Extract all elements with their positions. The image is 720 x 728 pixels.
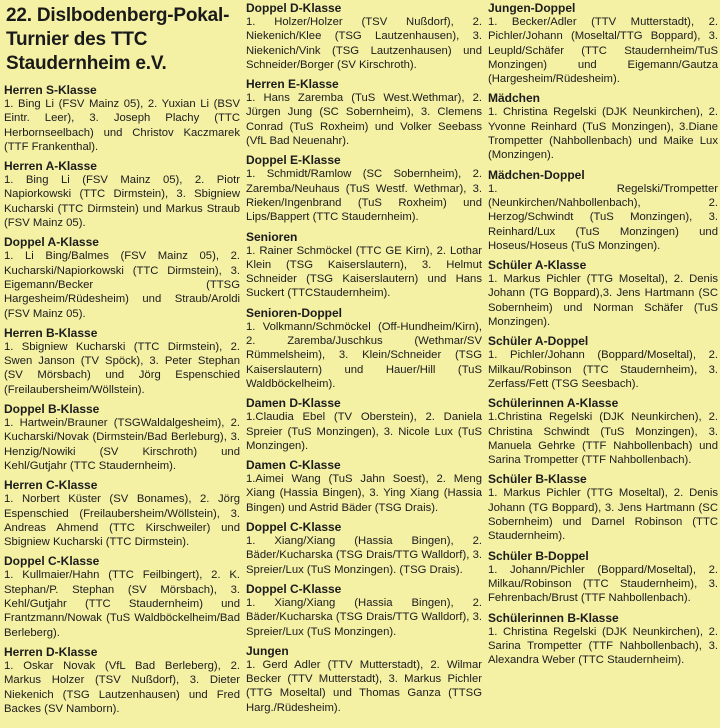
result-section [246, 395, 482, 453]
result-section [488, 471, 718, 543]
section-heading: Doppel C-Klasse [246, 520, 342, 535]
result-section [246, 305, 482, 391]
section-results: 1. Bing Li (FSV Mainz 05), 2. Piotr Napiorkowski (TTC Dirmstein), 3. Sbigniew Kucharski (TTC Dirmstein) und Markus Straub (FSV Mainz 05). [4, 174, 240, 230]
section-results: 1. Christina Regelski (DJK Neunkirchen), 2. Yvonne Reinhard (TuS Monzingen), 3.Diane Trompetter (Nahbollenbach) und Maike Lux (Monzingen). [488, 106, 718, 162]
section-results: 1. Hans Zaremba (TuS West.Wethmar), 2. Jürgen Jung (SC Sobernheim), 3. Clemens Conrad (TuS Roxheim) und Volker Seebass (VfL Bad Neuenahr). [246, 92, 482, 148]
result-section [246, 581, 482, 639]
section-results: 1. Regelski/Trompetter (Neunkirchen/Nahbollenbach), 2. Herzog/Schwindt (TuS Monzingen), 3. Reinhard/Lux (TuS Monzingen) und Hoseus/Hoseus (TuS Monzingen). [488, 182, 718, 252]
section-results: 1. Becker/Adler (TTV Mutterstadt), 2. Pichler/Johann (Moseltal/TTG Boppard), 3. Leupld/Schäfer (TTC Staudernheim/TuS Monzingen) und Eigemann/Gautza (Hargesheim/Rüdesheim). [488, 16, 718, 86]
section-results: 1. Kullmaier/Hahn (TTC Feilbingert), 2. K. Stephan/P. Stephan (SV Mörsbach), 3. Kehl/Gutjahr (TTC Staudernheim) und Frantzmann/Nowak (TuS Waldböckelheim/Bad Berleberg). [4, 569, 240, 639]
result-section [488, 167, 718, 253]
section-heading: Doppel C-Klasse [246, 581, 342, 596]
result-section [4, 553, 240, 639]
section-results: 1.Aimei Wang (TuS Jahn Soest), 2. Meng Xiang (Hassia Bingen), 3. Ying Xiang (Hassia Bingen) und Astrid Bäder (TSG Drais). [246, 473, 482, 514]
section-heading: Herren S-Klasse [4, 83, 97, 97]
section-heading: Doppel B-Klasse [4, 402, 100, 417]
result-section [4, 644, 240, 716]
section-heading: Herren D-Klasse [4, 644, 98, 659]
section-results: 1. Markus Pichler (TTG Moseltal), 2. Denis Johann (TG Boppard),3. Jens Hartmann (SC Sobernheim) und Norman Schäfer (TuS Monzingen). [488, 273, 718, 329]
section-heading: Schüler B-Doppel [488, 548, 589, 563]
section-results: 1. Xiang/Xiang (Hassia Bingen), 2. Bäder/Kucharska (TSG Drais/TTG Walldorf), 3. Spreier/Lux (TuS Monzingen). [246, 596, 482, 638]
result-section [246, 76, 482, 148]
section-heading: Doppel D-Klasse [246, 1, 342, 15]
result-section [488, 333, 718, 391]
column-2 [246, 0, 482, 719]
section-results: 1. Xiang/Xiang (Hassia Bingen), 2. Bäder/Kucharska (TSG Drais/TTG Walldorf), 3. Spreier/Lux (TuS Monzingen). (TSG Drais). [246, 535, 482, 576]
column-3 [488, 0, 718, 671]
result-section [4, 82, 240, 154]
section-heading: Herren A-Klasse [4, 159, 97, 174]
section-results: 1. Hartwein/Brauner (TSGWaldalgesheim), 2. Kucharski/Novak (Dirmstein/Bad Berleburg), 3. Henzig/Nowiki (SV Kirschroth) und Kehl/Gutjahr (TTC Staudernheim). [4, 417, 240, 472]
section-results: 1. Volkmann/Schmöckel (Off-Hundheim/Kirn), 2. Zaremba/Juschkus (Wethmar/SV Rümmelsheim), 3. Klein/Schneider (TSG Kaiserslautern) und Hauer/Hill (TuS Waldböckelheim). [246, 320, 482, 390]
column-1 [4, 0, 240, 720]
section-results: 1. Sbigniew Kucharski (TTC Dirmstein), 2. Swen Janson (TV Spöck), 3. Peter Stephan (SV Mörsbach) und Jörg Espenschied (Freilaubersheim/Wöllstein). [4, 340, 240, 396]
section-heading: Herren C-Klasse [4, 478, 98, 493]
result-section [488, 257, 718, 329]
result-section [246, 519, 482, 577]
section-heading: Schülerinnen B-Klasse [488, 610, 619, 625]
section-results: 1.Christina Regelski (DJK Neunkirchen), 2. Christina Schwindt (TuS Monzingen), 3. Manuela Gehrke (TTF Nahbollenbach) und Sarina Trompetter (TTF Nahbollenbach). [488, 411, 718, 467]
section-heading: Doppel A-Klasse [4, 235, 99, 250]
section-results: 1.Claudia Ebel (TV Oberstein), 2. Daniela Spreier (TuS Monzingen), 3. Nicole Lux (TuS Monzingen). [246, 411, 482, 452]
section-results: 1. Markus Pichler (TTG Moseltal), 2. Denis Johann (TG Boppard), 3. Jens Hartmann (SC Sobernheim) und Darnel Robinson (TTC Staudernheim). [488, 487, 718, 543]
section-heading: Schüler B-Klasse [488, 472, 587, 487]
section-results: 1. Rainer Schmöckel (TTC GE Kirn), 2. Lothar Klein (TSG Kaiserslautern), 3. Helmut Schneider (TSG Kaiserslautern) und Hans Suckert (TTCStaudernheim). [246, 244, 482, 300]
section-results: 1. Gerd Adler (TTV Mutterstadt), 2. Wilmar Becker (TTV Mutterstadt), 3. Markus Pichler (TTG Moseltal) und Thomas Ganza (TTSG Harg./Rüdesheim). [246, 658, 482, 714]
section-heading: Jungen [246, 643, 289, 658]
result-section [4, 325, 240, 397]
section-results: 1. Christina Regelski (DJK Neunkirchen), 2. Sarina Trompetter (TTF Nahbollenbach), 3. Alexandra Weber (TTC Staudernheim). [488, 625, 718, 667]
section-heading: Mädchen-Doppel [488, 167, 585, 182]
section-heading: Doppel E-Klasse [246, 153, 341, 168]
section-results: 1. Johann/Pichler (Boppard/Moseltal), 2. Milkau/Robinson (TTC Staudernheim), 3. Fehrenbach/Brust (TTF Nahbollenbach). [488, 563, 718, 605]
section-heading: Herren E-Klasse [246, 77, 339, 92]
section-heading: Senioren-Doppel [246, 305, 343, 320]
section-heading: Damen D-Klasse [246, 396, 341, 411]
section-heading: Jungen-Doppel [488, 1, 576, 15]
section-heading: Doppel C-Klasse [4, 554, 100, 569]
result-section [246, 457, 482, 515]
section-heading: Schüler A-Klasse [488, 258, 587, 273]
section-heading: Schüler A-Doppel [488, 334, 589, 349]
result-section [488, 0, 718, 86]
result-section [488, 90, 718, 162]
page-title: 22. Dislbodenberg-Pokal-Turnier des TTC Staudernheim e.V. [6, 5, 230, 74]
result-section [488, 395, 718, 467]
section-results: 1. Schmidt/Ramlow (SC Sobernheim), 2. Zaremba/Neuhaus (TuS Westf. Wethmar), 3. Rieken/Ingenbrand (TuS Roxheim) und Lips/Bappert (TTC Staudernheim). [246, 168, 482, 224]
result-section [246, 643, 482, 715]
result-section [246, 229, 482, 301]
result-section [4, 234, 240, 320]
result-section [4, 401, 240, 473]
result-section [4, 158, 240, 230]
section-results: 1. Norbert Küster (SV Bonames), 2. Jörg Espenschied (Freilaubersheim/Wöllstein), 3. Andreas Ahmend (TTC Kirschweiler) und Sbigniew Kucharski (TTC Dirmstein). [4, 493, 240, 549]
section-heading: Mädchen [488, 91, 541, 106]
section-results: 1. Li Bing/Balmes (FSV Mainz 05), 2. Kucharski/Napiorkowski (TTC Dirmstein), 3. Eigemann/Becker (TTSG Hargesheim/Rüdesheim) und Straub/Aroldi (FSV Mainz 05). [4, 250, 240, 320]
result-section [246, 0, 482, 72]
result-section [488, 610, 718, 668]
section-results: 1. Holzer/Holzer (TSV Nußdorf), 2. Niekenich/Klee (TSG Lautzenhausen), 3. Niekenich/Vink (TSG Lautzenhausen) und Schneider/Borger (SV Kirschroth). [246, 16, 482, 71]
section-results: 1. Oskar Novak (VfL Bad Berleberg), 2. Markus Holzer (TSV Nußdorf), 3. Dieter Niekenich (TSG Lautzenhausen) und Fred Backes (SV Namborn). [4, 659, 240, 715]
result-section [246, 152, 482, 224]
section-heading: Herren B-Klasse [4, 325, 98, 340]
section-results: 1. Pichler/Johann (Boppard/Moseltal), 2. Milkau/Robinson (TTC Staudernheim), 3. Zerfass/Fett (TSG Seesbach). [488, 349, 718, 390]
result-section [4, 477, 240, 549]
section-heading: Schülerinnen A-Klasse [488, 396, 619, 411]
section-heading: Senioren [246, 229, 298, 244]
section-results: 1. Bing Li (FSV Mainz 05), 2. Yuxian Li (BSV Eintr. Leer), 3. Joseph Plachy (TTC Herbornseelbach) und Christov Kaczmarek (TTF Frankenthal). [4, 98, 240, 153]
result-section [488, 548, 718, 606]
section-heading: Damen C-Klasse [246, 458, 341, 473]
